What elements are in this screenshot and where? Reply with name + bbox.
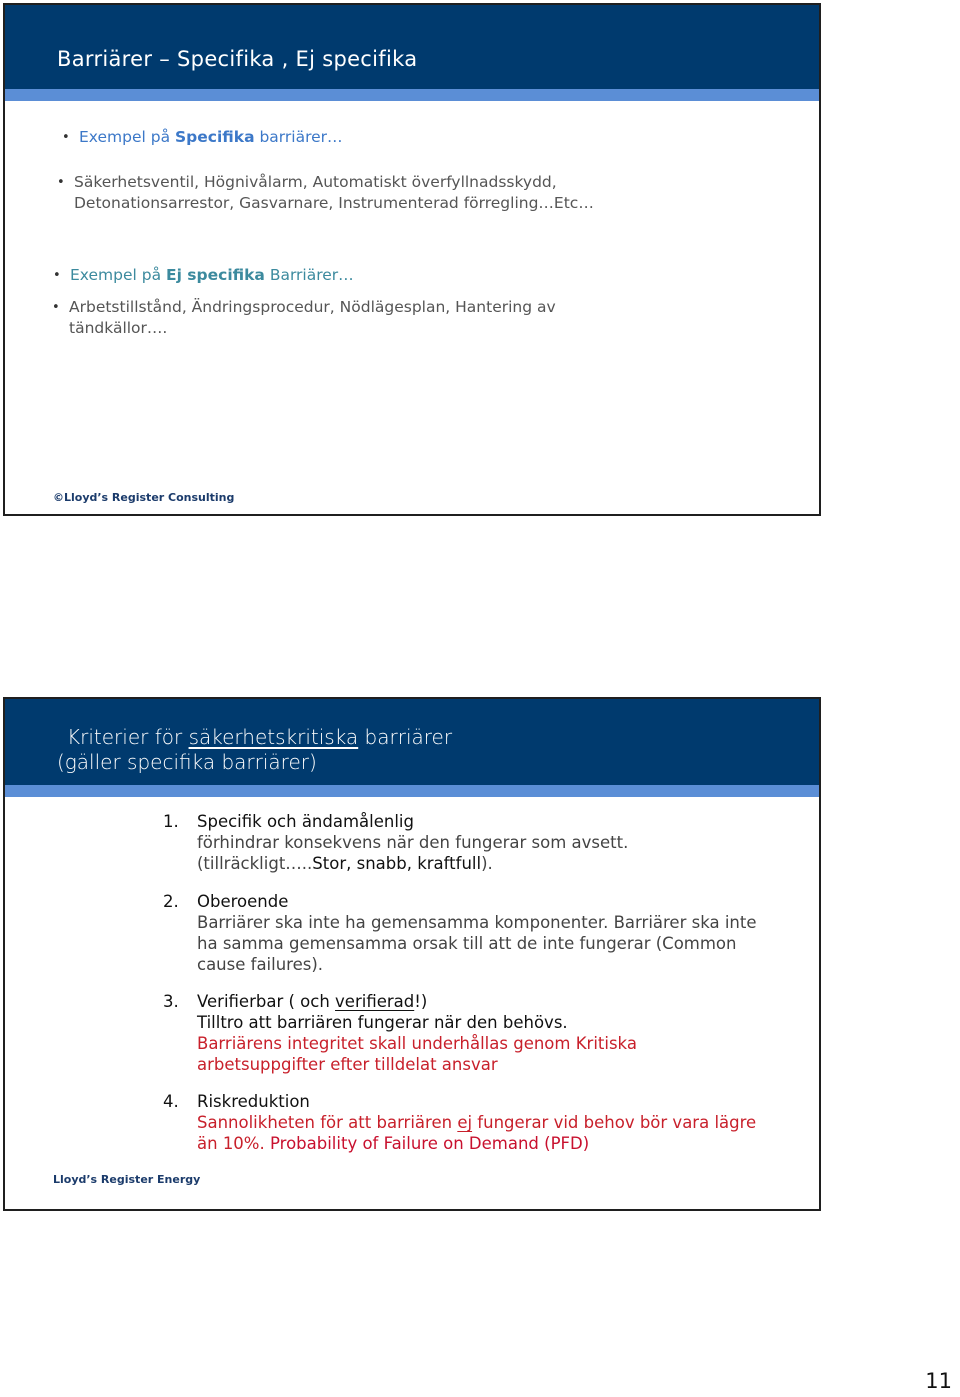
- bullet-specific-list: • Säkerhetsventil, Högnivålarm, Automatiskt överfyllnadsskydd, Detonationsarrestor, Gasvarnare, Instrumenterad förregling…Etc…: [57, 173, 594, 212]
- bullet-specific-examples: • Exempel på Specifika barriärer…: [62, 128, 343, 146]
- bullet-dot-icon: •: [52, 300, 60, 315]
- slide-title-line-1: Kriterier för säkerhetskritiska barriärer: [67, 725, 453, 749]
- slide-footer: ©Lloyd’s Register Consulting: [53, 491, 235, 504]
- slide-footer: Lloyd’s Register Energy: [53, 1173, 201, 1186]
- page-number: 11: [925, 1369, 952, 1393]
- slide-title: Barriärer – Specifika , Ej specifika: [57, 47, 418, 71]
- bullet-dot-icon: •: [62, 130, 70, 145]
- title-stripe: [5, 89, 819, 101]
- bullet-non-specific-examples: • Exempel på Ej specifika Barriärer…: [53, 266, 354, 284]
- slide-criteria-safety-critical: Kriterier för säkerhetskritiska barriärer (gäller specifika barriärer) 1. Specifik och ändamålenlig förhindrar konsekvens när den fungerar som avsett. (tillräckligt…..Stor, snabb, kraftfull). 2. Oberoende Barriärer ska inte ha gemensamma komponenter. Barriärer ska inte ha samma gemensamma orsak till att de inte fungerar (Common cause failures). 3. Verifierbar ( och verifierad!) Tilltro att barriären fungerar när den behövs. Barriärens integritet skall underhållas genom Kritiska arbetsuppgifter efter tilldelat ansvar 4. Riskreduktion Sannolikheten för att barriären ej fungerar vid behov bör vara lägre än 10%. Probability of Failure on Demand (PFD) Lloyd’s Register Energy: [3, 697, 821, 1211]
- bullet-dot-icon: •: [57, 175, 65, 190]
- title-bar: [5, 5, 819, 89]
- slide-title-line-2: (gäller specifika barriärer): [57, 750, 317, 774]
- bullet-non-specific-list: • Arbetstillstånd, Ändringsprocedur, Nödlägesplan, Hantering av tändkällor….: [52, 298, 556, 337]
- slide-barriers-specific: [3, 3, 821, 516]
- bullet-dot-icon: •: [53, 268, 61, 283]
- title-bar: [5, 699, 819, 785]
- title-stripe: [5, 785, 819, 797]
